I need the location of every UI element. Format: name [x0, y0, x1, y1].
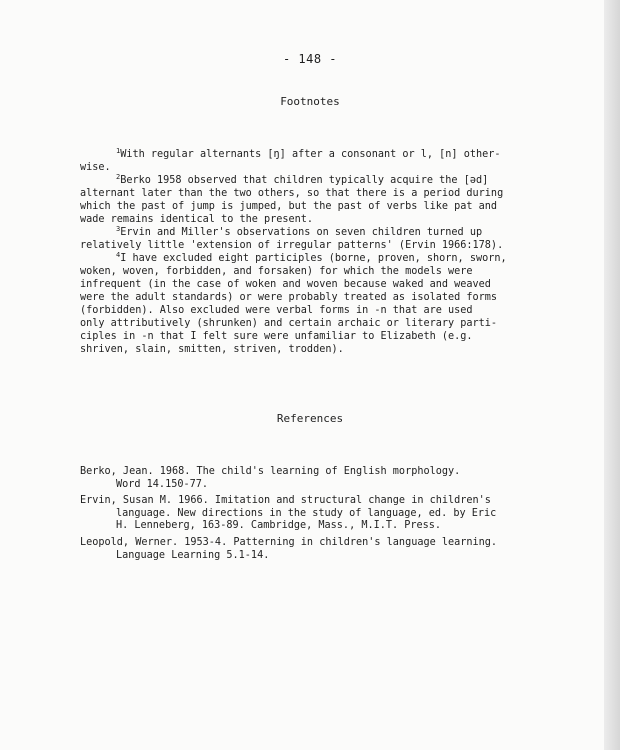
- reference-line: language. New directions in the study of language, ed. by Eric: [116, 507, 497, 519]
- footnote-text: alternant later than the two others, so that there is a period during: [80, 188, 504, 199]
- footnote-text: shriven, slain, smitten, striven, trodden).: [80, 344, 344, 355]
- footnote-text: (forbidden). Also excluded were verbal forms in -n that are used: [80, 305, 473, 316]
- footnote-4-line-5: [80, 304, 570, 317]
- footnote-text: Ervin and Miller's observations on seven children turned up: [120, 227, 483, 238]
- footnotes-section: [80, 148, 570, 356]
- footnote-1-line-1: [80, 148, 570, 161]
- footnote-text: I have excluded eight participles (borne, proven, shorn, sworn,: [120, 253, 507, 264]
- footnote-4-line-1: [80, 252, 570, 265]
- footnote-4-line-4: [80, 291, 570, 304]
- footnote-1-marker: 1: [116, 147, 121, 155]
- footnote-2-line-3: [80, 200, 570, 213]
- footnote-1-line-2: [80, 161, 570, 174]
- footnote-2-marker: 2: [116, 173, 121, 181]
- reference-line: Berko, Jean. 1968. The child's learning of English morphology.: [80, 466, 461, 477]
- footnote-text: wade remains identical to the present.: [80, 214, 314, 225]
- reference-line: Leopold, Werner. 1953-4. Patterning in children's language learning.: [80, 536, 498, 548]
- footnote-4-line-2: [80, 265, 570, 278]
- footnote-4-line-8: [80, 343, 570, 356]
- references-section: [80, 466, 570, 566]
- footnote-3-marker: 3: [116, 225, 121, 233]
- reference-line: Language Learning 5.1-14.: [116, 549, 270, 561]
- reference-entry-leopold: [80, 537, 570, 562]
- footnote-text: wise.: [80, 162, 111, 173]
- footnote-text: infrequent (in the case of woken and woven because waked and weaved: [80, 279, 491, 290]
- footnote-4-line-3: [80, 278, 570, 291]
- footnote-4-line-6: [80, 317, 570, 330]
- footnote-2-line-4: [80, 213, 570, 226]
- footnote-text: Berko 1958 observed that children typically acquire the [əd]: [120, 175, 489, 186]
- page-edge-shadow: [604, 0, 620, 750]
- footnote-text: relatively little 'extension of irregular patterns' (Ervin 1966:178).: [80, 240, 504, 251]
- footnote-text: only attributively (shrunken) and certain archaic or literary parti-: [80, 318, 498, 329]
- footnote-text: ciples in -n that I felt sure were unfamiliar to Elizabeth (e.g.: [80, 331, 473, 342]
- footnote-text: With regular alternants [ŋ] after a consonant or l, [n] other-: [120, 149, 501, 160]
- footnote-3-line-1: [80, 226, 570, 239]
- footnote-4-marker: 4: [116, 251, 121, 259]
- footnote-3-line-2: [80, 239, 570, 252]
- footnote-2-line-1: [80, 174, 570, 187]
- footnote-text: woken, woven, forbidden, and forsaken) for which the models were: [80, 266, 473, 277]
- reference-line: Word 14.150-77.: [116, 478, 209, 490]
- footnote-4-line-7: [80, 330, 570, 343]
- reference-line: Ervin, Susan M. 1966. Imitation and structural change in children's: [80, 495, 491, 507]
- footnote-text: were the adult standards) or were probably treated as isolated forms: [80, 292, 498, 303]
- reference-entry-berko: [80, 466, 570, 491]
- references-heading: References: [276, 412, 344, 425]
- reference-line: H. Lenneberg, 163-89. Cambridge, Mass., M.I.T. Press.: [116, 520, 442, 532]
- page-number: - 148 -: [282, 52, 338, 66]
- footnote-2-line-2: [80, 187, 570, 200]
- footnotes-heading: Footnotes: [280, 95, 340, 108]
- footnote-text: which the past of jump is jumped, but the past of verbs like pat and: [80, 201, 498, 212]
- reference-entry-ervin: [80, 495, 570, 533]
